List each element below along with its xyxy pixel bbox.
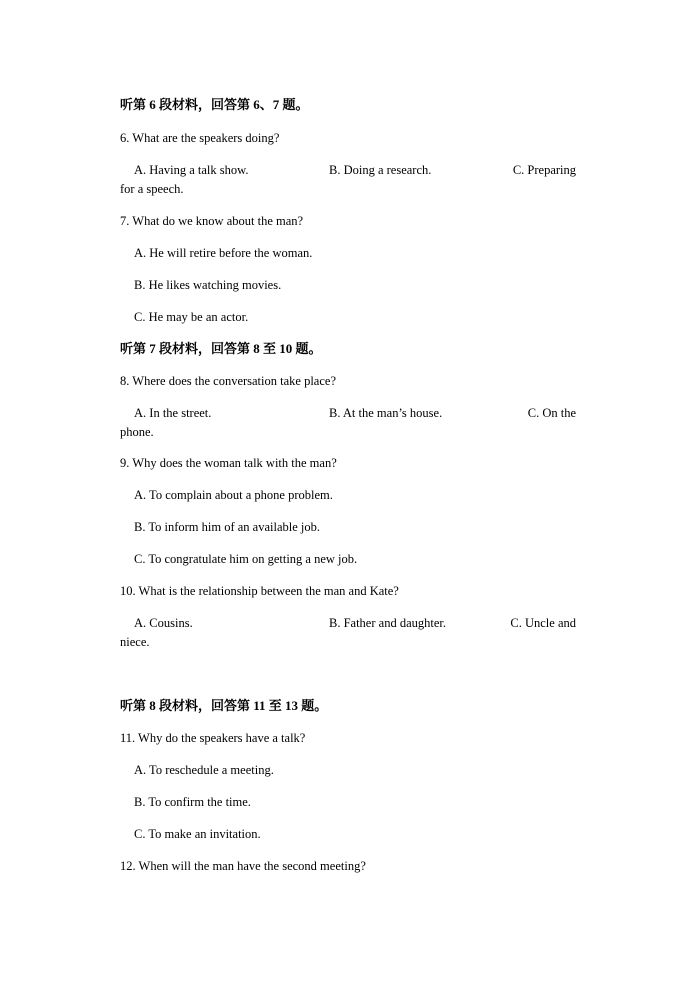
options-row-6 — [120, 162, 576, 178]
options-row-8 — [120, 405, 576, 421]
option-8a: A. In the street. — [134, 406, 212, 420]
question-11: 11. Why do the speakers have a talk? — [120, 731, 306, 745]
question-8: 8. Where does the conversation take place? — [120, 374, 336, 388]
option-6c: C. Preparing — [512, 163, 576, 177]
option-11c: C. To make an invitation. — [134, 827, 261, 841]
option-8b: B. At the man’s house. — [329, 406, 443, 420]
options-row-10 — [120, 615, 576, 631]
question-12: 12. When will the man have the second meeting? — [120, 859, 366, 873]
option-11a: A. To reschedule a meeting. — [134, 763, 274, 777]
section-heading-8: 听第 8 段材料，回答第 11 至 13 题。 — [120, 698, 328, 713]
option-10c: C. Uncle and — [510, 616, 576, 630]
option-11b: B. To confirm the time. — [134, 795, 251, 809]
option-6c-continuation: for a speech. — [120, 182, 184, 196]
option-10c-continuation: niece. — [120, 635, 150, 649]
option-6a: A. Having a talk show. — [134, 163, 249, 177]
option-10a: A. Cousins. — [134, 616, 193, 630]
question-9: 9. Why does the woman talk with the man? — [120, 456, 337, 470]
option-9c: C. To congratulate him on getting a new job. — [134, 552, 358, 566]
option-10b: B. Father and daughter. — [329, 616, 446, 630]
question-7: 7. What do we know about the man? — [120, 214, 304, 228]
option-9b: B. To inform him of an available job. — [134, 520, 321, 534]
option-7b: B. He likes watching movies. — [134, 278, 282, 292]
option-6b: B. Doing a research. — [329, 163, 432, 177]
option-7c: C. He may be an actor. — [134, 310, 249, 324]
option-8c: C. On the — [527, 406, 576, 420]
section-heading-7: 听第 7 段材料，回答第 8 至 10 题。 — [120, 341, 322, 356]
section-heading-6: 听第 6 段材料，回答第 6、7 题。 — [120, 97, 309, 112]
question-10: 10. What is the relationship between the man and Kate? — [120, 584, 399, 598]
question-6: 6. What are the speakers doing? — [120, 131, 280, 145]
option-9a: A. To complain about a phone problem. — [134, 488, 333, 502]
option-7a: A. He will retire before the woman. — [134, 246, 313, 260]
option-8c-continuation: phone. — [120, 425, 154, 439]
